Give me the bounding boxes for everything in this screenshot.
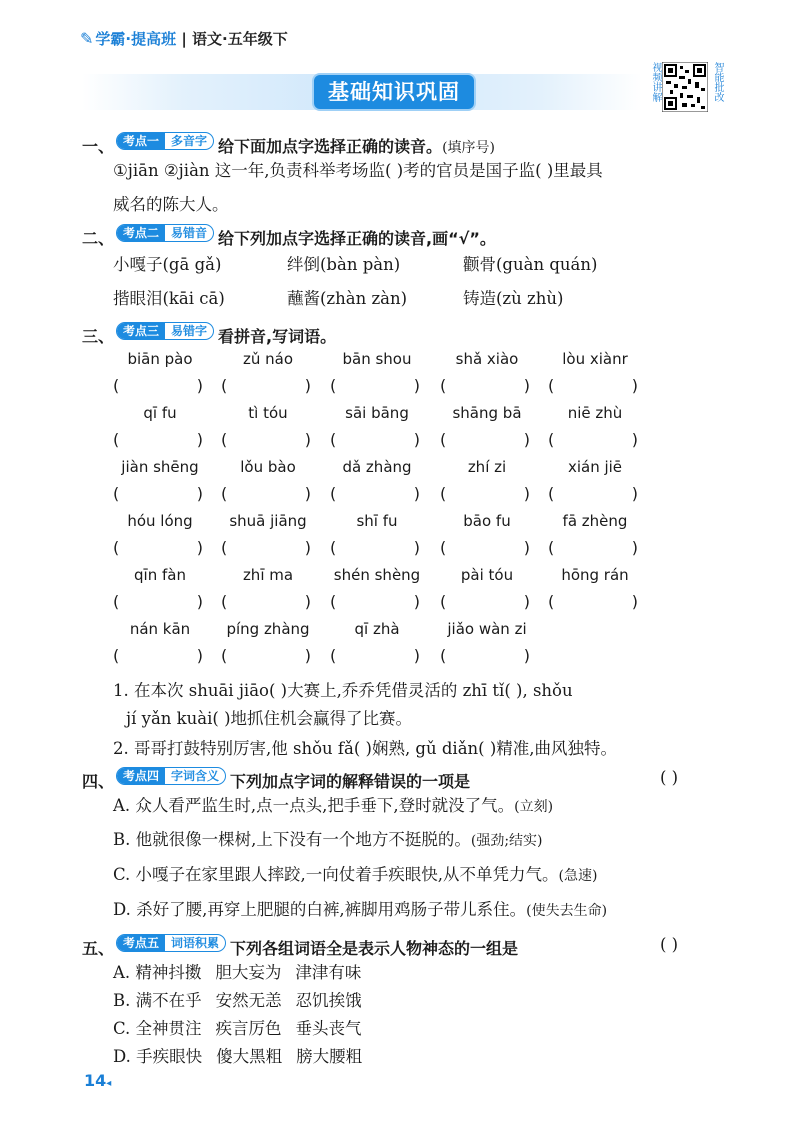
pinyin-prompt: shén shèng bbox=[333, 566, 421, 584]
paren-close: ) bbox=[304, 484, 311, 503]
pinyin-prompt: qīn fàn bbox=[134, 566, 186, 584]
paren-close: ) bbox=[523, 430, 530, 449]
pinyin-prompt: tì tóu bbox=[248, 404, 288, 422]
answer-blank[interactable] bbox=[440, 484, 530, 506]
question-instruction: 看拼音,写词语。 bbox=[218, 327, 337, 346]
answer-blank[interactable] bbox=[330, 592, 420, 614]
tag-label: 考点一 bbox=[117, 133, 165, 149]
option-text: D. 手疾眼快 bbox=[113, 1047, 203, 1066]
option-text: B. 他就很像一棵树,上下没有一个地方不挺脱的。 bbox=[113, 830, 471, 849]
paren-open: ( bbox=[221, 538, 228, 557]
option-text: 胆大妄为 bbox=[215, 963, 282, 982]
option-a[interactable] bbox=[113, 795, 553, 818]
paren-open: ( bbox=[548, 430, 555, 449]
answer-blank[interactable] bbox=[113, 484, 203, 506]
option-text: 津津有味 bbox=[295, 963, 362, 982]
option-text: 忍饥挨饿 bbox=[295, 991, 362, 1010]
option-text: C. 小嘎子在家里跟人摔跤,一向仗着手疾眼快,从不单凭力气。 bbox=[113, 865, 559, 884]
header-separator: | bbox=[176, 30, 193, 48]
page-arrow-icon: ◂ bbox=[106, 1078, 112, 1089]
paren-close: ) bbox=[304, 430, 311, 449]
pinyin-prompt: jiǎo wàn zi bbox=[447, 620, 527, 638]
section-banner-title: 基础知识巩固 bbox=[314, 75, 474, 109]
paren-open: ( bbox=[221, 430, 228, 449]
answer-blank[interactable] bbox=[330, 430, 420, 452]
tag-label: 考点三 bbox=[117, 323, 165, 339]
question-instruction: 下列加点字词的解释错误的一项是 bbox=[230, 772, 471, 791]
answer-blank[interactable] bbox=[440, 538, 530, 560]
pinyin-prompt: zǔ náo bbox=[242, 350, 294, 368]
paren-close: ) bbox=[196, 592, 203, 611]
pinyin-prompt: lǒu bào bbox=[240, 458, 296, 476]
paren-open: ( bbox=[221, 376, 228, 395]
option-text: A. 精神抖擞 bbox=[113, 963, 202, 982]
brand-logo-icon: ✎ bbox=[80, 29, 94, 48]
pinyin-prompt: shǎ xiào bbox=[455, 350, 519, 368]
paren-open: ( bbox=[113, 646, 120, 665]
paren-open: ( bbox=[330, 592, 337, 611]
option-b[interactable] bbox=[113, 990, 362, 1012]
tag-label: 考点五 bbox=[117, 935, 165, 951]
answer-blank[interactable] bbox=[221, 592, 311, 614]
pronunciation-item[interactable]: 绊倒(bàn pàn) bbox=[287, 255, 401, 274]
answer-blank[interactable] bbox=[330, 484, 420, 506]
option-text: 傻大黑粗 bbox=[216, 1047, 283, 1066]
topic-tag bbox=[116, 934, 226, 952]
question-instruction: 下列各组词语全是表示人物神态的一组是 bbox=[230, 939, 519, 958]
paren-close: ) bbox=[413, 592, 420, 611]
question-instruction: 给下列加点字选择正确的读音,画“√”。 bbox=[218, 229, 496, 248]
pinyin-prompt: niē zhù bbox=[567, 404, 623, 422]
option-a[interactable] bbox=[113, 962, 361, 984]
answer-blank[interactable] bbox=[548, 484, 638, 506]
option-c[interactable] bbox=[113, 1018, 362, 1040]
pronunciation-item[interactable]: 铸造(zù zhù) bbox=[463, 289, 564, 308]
paren-close: ) bbox=[196, 430, 203, 449]
paren-open: ( bbox=[548, 592, 555, 611]
pinyin-prompt: fā zhèng bbox=[562, 512, 628, 530]
answer-blank[interactable] bbox=[330, 376, 420, 398]
paren-open: ( bbox=[440, 646, 447, 665]
paren-open: ( bbox=[330, 538, 337, 557]
paren-close: ) bbox=[631, 592, 638, 611]
pinyin-prompt: sāi bāng bbox=[345, 404, 409, 422]
question-4-heading bbox=[82, 767, 470, 793]
book-header bbox=[80, 28, 288, 49]
pinyin-prompt: pài tóu bbox=[460, 566, 514, 584]
answer-blank[interactable] bbox=[113, 430, 203, 452]
option-d[interactable] bbox=[113, 1046, 362, 1068]
answer-blank[interactable] bbox=[440, 646, 530, 668]
pinyin-prompt: biān pào bbox=[127, 350, 193, 368]
question-3-heading bbox=[82, 322, 336, 348]
paren-open: ( bbox=[440, 538, 447, 557]
question-number: 二、 bbox=[82, 229, 115, 248]
sentence-1-line-2: jí yǎn kuài( )地抓住机会赢得了比赛。 bbox=[126, 709, 413, 728]
paren-close: ) bbox=[413, 646, 420, 665]
question-number: 一、 bbox=[82, 137, 115, 156]
paren-open: ( bbox=[548, 538, 555, 557]
paren-close: ) bbox=[413, 484, 420, 503]
tag-topic: 词语积累 bbox=[171, 936, 220, 950]
book-title: 语文·五年级下 bbox=[192, 30, 288, 48]
paren-open: ( bbox=[221, 646, 228, 665]
pinyin-prompt: dǎ zhàng bbox=[342, 458, 412, 476]
answer-blank[interactable]: ( ) bbox=[660, 935, 679, 954]
tag-topic: 字词含义 bbox=[171, 769, 220, 783]
pinyin-prompt: zhí zi bbox=[467, 458, 507, 476]
topic-tag bbox=[116, 224, 214, 242]
paren-open: ( bbox=[113, 592, 120, 611]
option-text: C. 全神贯注 bbox=[113, 1019, 202, 1038]
paren-close: ) bbox=[523, 538, 530, 557]
answer-blank[interactable] bbox=[548, 376, 638, 398]
option-note: (使失去生命) bbox=[526, 903, 608, 919]
paren-close: ) bbox=[304, 376, 311, 395]
paren-open: ( bbox=[113, 484, 120, 503]
question-1-line-1: ①jiān ②jiàn 这一年,负责科举考场监( )考的官员是国子监( )里最具 bbox=[113, 161, 603, 180]
qr-right-label: 智能批改 bbox=[712, 62, 723, 102]
paren-close: ) bbox=[413, 430, 420, 449]
paren-close: ) bbox=[631, 430, 638, 449]
question-note: (填序号) bbox=[442, 140, 495, 156]
sentence-2: 2. 哥哥打鼓特别厉害,他 shǒu fǎ( )娴熟, gǔ diǎn( )精准,曲风独特。 bbox=[113, 739, 618, 758]
option-note: (立刻) bbox=[514, 799, 554, 815]
option-note: (急速) bbox=[558, 868, 598, 884]
answer-blank[interactable] bbox=[440, 430, 530, 452]
answer-blank[interactable] bbox=[221, 430, 311, 452]
paren-open: ( bbox=[330, 376, 337, 395]
pinyin-prompt: zhī ma bbox=[242, 566, 294, 584]
answer-blank[interactable] bbox=[548, 430, 638, 452]
option-text: A. 众人看严监生时,点一点头,把手垂下,登时就没了气。 bbox=[113, 796, 515, 815]
paren-close: ) bbox=[631, 484, 638, 503]
answer-blank[interactable] bbox=[548, 592, 638, 614]
page-number bbox=[84, 1071, 111, 1090]
sentence-1-line-1: 1. 在本次 shuāi jiāo( )大赛上,乔乔凭借灵活的 zhī tǐ( ), shǒu bbox=[113, 681, 573, 700]
answer-blank[interactable] bbox=[221, 484, 311, 506]
pinyin-prompt: píng zhàng bbox=[226, 620, 310, 638]
tag-topic: 多音字 bbox=[171, 134, 208, 148]
answer-blank[interactable] bbox=[330, 646, 420, 668]
paren-close: ) bbox=[523, 376, 530, 395]
option-text: D. 杀好了腰,再穿上肥腿的白裤,裤脚用鸡肠子带儿系住。 bbox=[113, 900, 527, 919]
answer-blank[interactable] bbox=[221, 646, 311, 668]
pinyin-prompt: qī fu bbox=[143, 404, 177, 422]
page-number-text: 14 bbox=[84, 1071, 107, 1090]
option-b[interactable] bbox=[113, 829, 543, 852]
pinyin-prompt: qī zhà bbox=[354, 620, 400, 638]
pronunciation-item[interactable]: 蘸酱(zhàn zàn) bbox=[287, 289, 408, 308]
tag-topic: 易错音 bbox=[171, 226, 208, 240]
pinyin-prompt: hóu lóng bbox=[127, 512, 193, 530]
answer-blank[interactable] bbox=[113, 538, 203, 560]
option-text: B. 满不在乎 bbox=[113, 991, 202, 1010]
pronunciation-item[interactable]: 小嘎子(gā gǎ) bbox=[113, 255, 222, 274]
pinyin-prompt: nán kān bbox=[129, 620, 191, 638]
option-text: 垂头丧气 bbox=[295, 1019, 362, 1038]
paren-open: ( bbox=[440, 430, 447, 449]
paren-open: ( bbox=[113, 376, 120, 395]
question-1-line-2: 威名的陈大人。 bbox=[113, 195, 229, 214]
answer-blank[interactable] bbox=[221, 538, 311, 560]
question-2-heading bbox=[82, 224, 496, 250]
tag-label: 考点二 bbox=[117, 225, 165, 241]
paren-open: ( bbox=[221, 484, 228, 503]
pinyin-prompt: bāo fu bbox=[463, 512, 511, 530]
answer-blank[interactable] bbox=[113, 646, 203, 668]
question-5-heading bbox=[82, 934, 518, 960]
paren-close: ) bbox=[304, 646, 311, 665]
question-number: 三、 bbox=[82, 327, 115, 346]
question-number: 四、 bbox=[82, 772, 115, 791]
paren-close: ) bbox=[413, 376, 420, 395]
pinyin-prompt: xián jiē bbox=[567, 458, 623, 476]
option-text: 膀大腰粗 bbox=[296, 1047, 363, 1066]
paren-close: ) bbox=[196, 376, 203, 395]
pinyin-prompt: bān shou bbox=[342, 350, 412, 368]
qr-left-label: 视频讲解 bbox=[650, 62, 661, 102]
paren-open: ( bbox=[548, 376, 555, 395]
topic-tag bbox=[116, 767, 226, 785]
paren-open: ( bbox=[330, 646, 337, 665]
option-note: (强劲;结实) bbox=[470, 833, 543, 849]
paren-close: ) bbox=[631, 538, 638, 557]
qr-code-icon[interactable] bbox=[662, 62, 708, 112]
answer-blank[interactable] bbox=[548, 538, 638, 560]
question-instruction: 给下面加点字选择正确的读音。 bbox=[218, 137, 443, 156]
answer-blank[interactable] bbox=[113, 376, 203, 398]
paren-close: ) bbox=[304, 592, 311, 611]
answer-blank[interactable] bbox=[330, 538, 420, 560]
paren-open: ( bbox=[330, 430, 337, 449]
pinyin-prompt: jiàn shēng bbox=[121, 458, 199, 476]
answer-blank[interactable] bbox=[113, 592, 203, 614]
paren-open: ( bbox=[113, 430, 120, 449]
paren-open: ( bbox=[113, 538, 120, 557]
paren-open: ( bbox=[330, 484, 337, 503]
pronunciation-item[interactable]: 颧骨(guàn quán) bbox=[463, 255, 598, 274]
option-c[interactable] bbox=[113, 864, 597, 887]
paren-open: ( bbox=[548, 484, 555, 503]
question-1-heading bbox=[82, 132, 495, 159]
topic-tag bbox=[116, 132, 214, 150]
tag-label: 考点四 bbox=[117, 768, 165, 784]
pinyin-prompt: hōng rán bbox=[561, 566, 629, 584]
pinyin-prompt: shuā jiāng bbox=[229, 512, 307, 530]
paren-close: ) bbox=[523, 484, 530, 503]
answer-blank[interactable] bbox=[440, 592, 530, 614]
pinyin-prompt: shī fu bbox=[356, 512, 398, 530]
paren-close: ) bbox=[196, 538, 203, 557]
tag-topic: 易错字 bbox=[171, 324, 208, 338]
paren-close: ) bbox=[413, 538, 420, 557]
pinyin-prompt: shāng bā bbox=[452, 404, 522, 422]
option-text: 疾言厉色 bbox=[215, 1019, 282, 1038]
option-d[interactable] bbox=[113, 899, 607, 922]
paren-open: ( bbox=[440, 592, 447, 611]
paren-close: ) bbox=[196, 484, 203, 503]
paren-close: ) bbox=[304, 538, 311, 557]
paren-open: ( bbox=[221, 592, 228, 611]
pinyin-prompt: lòu xiànr bbox=[562, 350, 628, 368]
pronunciation-item[interactable]: 揩眼泪(kāi cā) bbox=[113, 289, 225, 308]
question-number: 五、 bbox=[82, 939, 115, 958]
paren-open: ( bbox=[440, 484, 447, 503]
answer-blank[interactable]: ( ) bbox=[660, 768, 679, 787]
paren-close: ) bbox=[631, 376, 638, 395]
answer-blank[interactable] bbox=[221, 376, 311, 398]
paren-close: ) bbox=[523, 592, 530, 611]
paren-open: ( bbox=[440, 376, 447, 395]
answer-blank[interactable] bbox=[440, 376, 530, 398]
topic-tag bbox=[116, 322, 214, 340]
brand-name: 学霸·提高班 bbox=[95, 30, 177, 48]
option-text: 安然无恙 bbox=[215, 991, 282, 1010]
paren-close: ) bbox=[523, 646, 530, 665]
paren-close: ) bbox=[196, 646, 203, 665]
